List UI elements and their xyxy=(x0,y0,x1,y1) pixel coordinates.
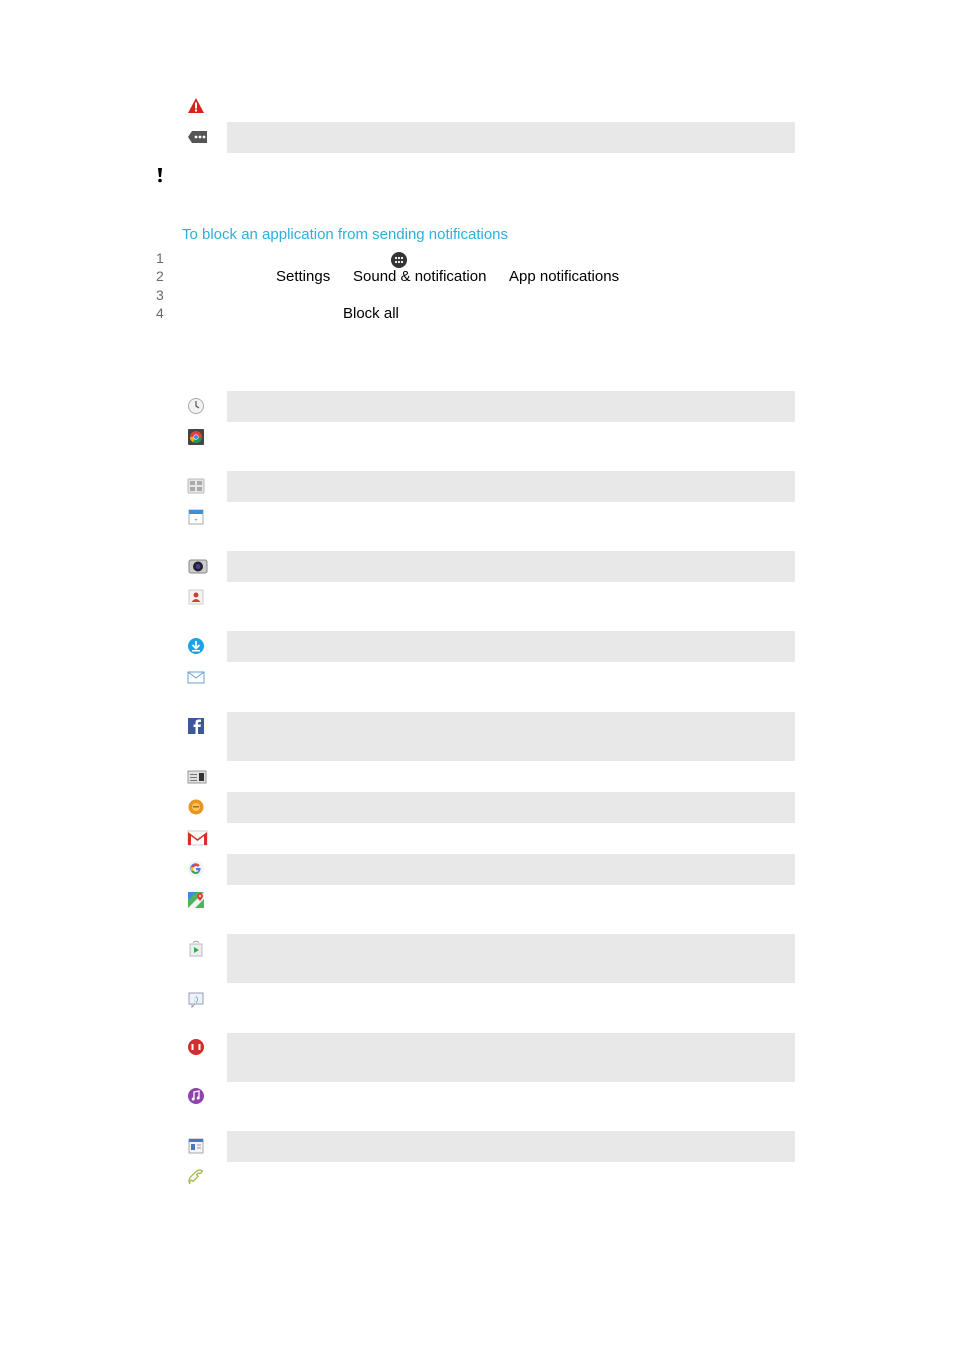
table-row-band xyxy=(227,551,795,582)
calculator-icon xyxy=(187,477,205,495)
table-row-band xyxy=(227,122,795,153)
sound-notification-term: Sound & notification xyxy=(353,268,487,285)
warning-icon xyxy=(187,97,205,115)
google-icon xyxy=(187,860,205,878)
table-row-band xyxy=(227,631,795,662)
app-notifications-term: App notifications xyxy=(509,268,620,285)
table-row-band xyxy=(227,1131,795,1162)
table-row-band xyxy=(227,391,795,422)
procedure-heading: To block an application from sending notifications xyxy=(182,226,509,243)
phone-icon xyxy=(187,1168,205,1186)
step-number: 4 xyxy=(156,305,164,321)
block-all-term: Block all xyxy=(343,305,399,322)
fm-radio-icon xyxy=(187,767,207,785)
play-store-icon xyxy=(187,940,205,958)
clock-icon xyxy=(187,397,205,415)
settings-term: Settings xyxy=(276,268,331,285)
step-number: 3 xyxy=(156,287,164,303)
more-bubble-icon xyxy=(188,128,208,146)
apps-grid-icon xyxy=(391,252,407,268)
table-row-band xyxy=(227,712,795,761)
movies-icon xyxy=(187,1038,205,1056)
download-icon xyxy=(187,637,205,655)
gmail-icon xyxy=(187,829,208,847)
camera-icon xyxy=(188,557,208,575)
svg-text::): :) xyxy=(193,996,199,1004)
chrome-icon xyxy=(187,428,205,446)
music-icon xyxy=(187,1087,205,1105)
exclamation-icon xyxy=(157,168,163,183)
table-row-band xyxy=(227,471,795,502)
step-number: 2 xyxy=(156,268,164,284)
email-icon xyxy=(187,668,205,686)
table-row-band xyxy=(227,792,795,823)
contacts-icon xyxy=(187,588,205,606)
step-number: 1 xyxy=(156,250,164,266)
news-icon xyxy=(187,1137,205,1155)
maps-icon xyxy=(187,891,205,909)
table-row-band xyxy=(227,854,795,885)
table-row-band xyxy=(227,1033,795,1082)
calendar-icon xyxy=(187,508,205,526)
hangouts-icon xyxy=(187,798,205,816)
table-row-band xyxy=(227,934,795,983)
messaging-icon xyxy=(187,990,205,1008)
svg-text:+: + xyxy=(194,518,198,524)
facebook-icon xyxy=(187,717,205,735)
